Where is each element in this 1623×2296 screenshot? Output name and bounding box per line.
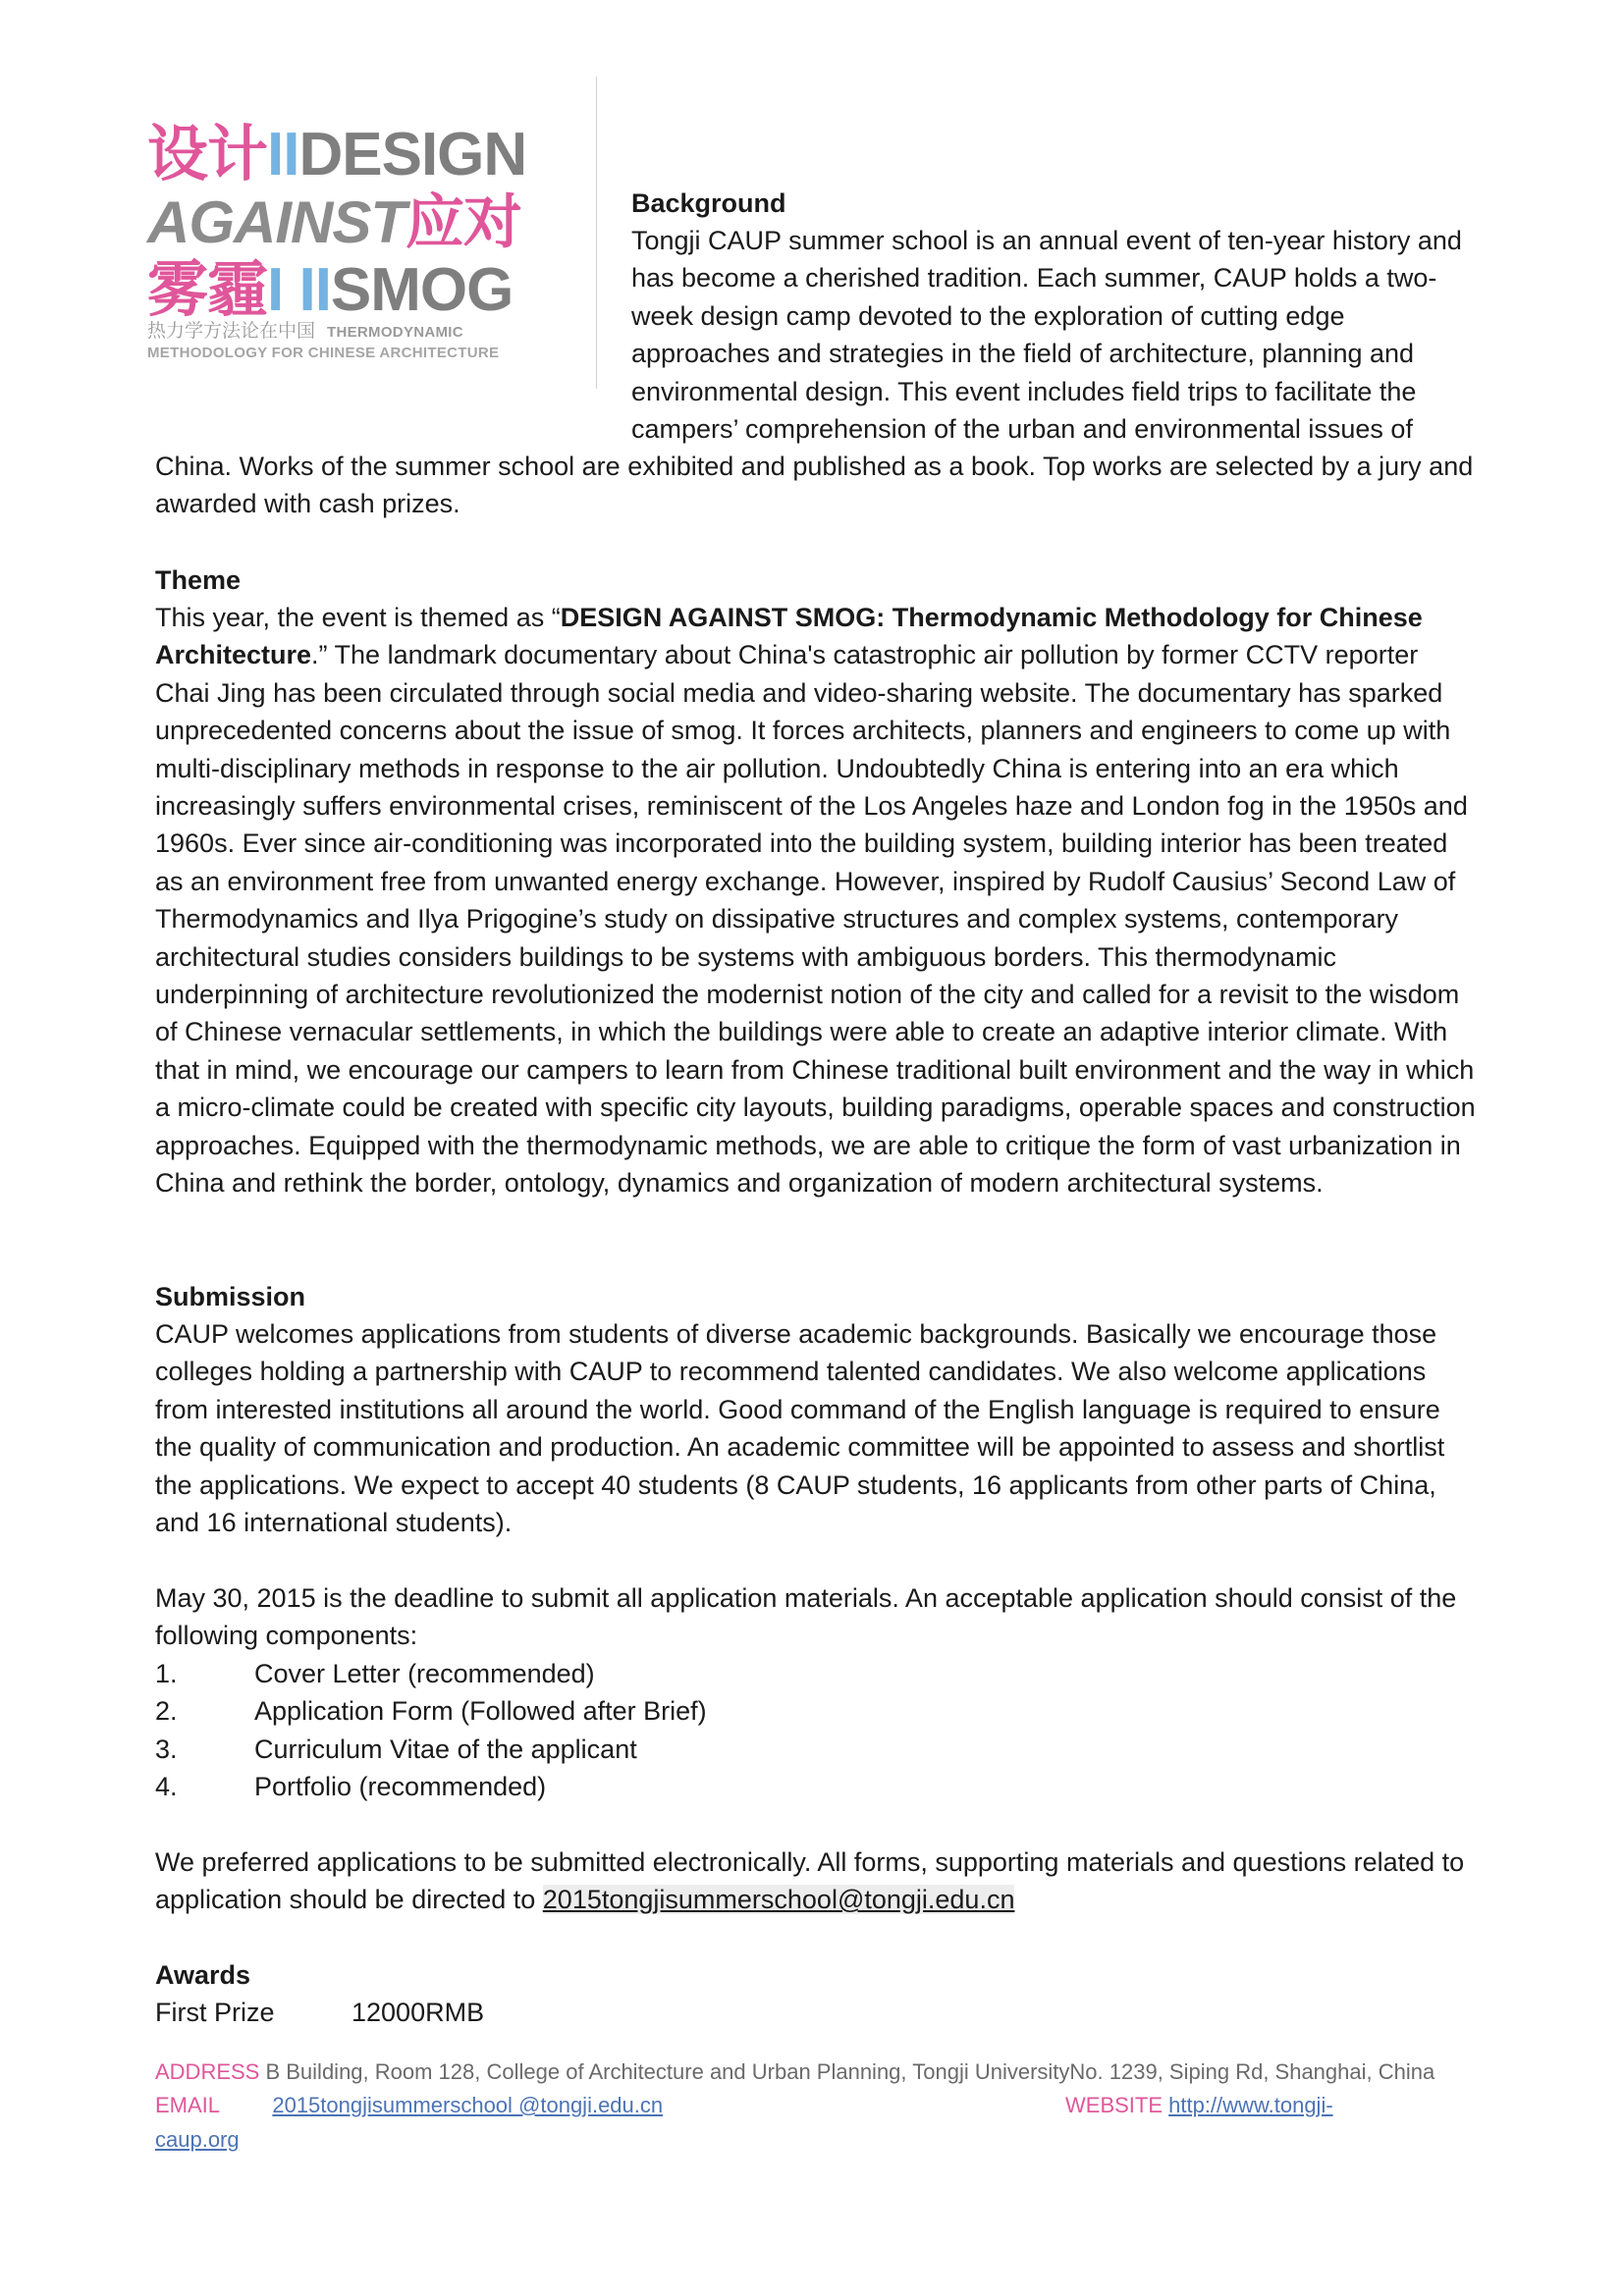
list-number: 1. bbox=[155, 1659, 178, 1688]
theme-title: DESIGN AGAINST SMOG: Thermodynamic Methodology for Chinese Architecture bbox=[155, 603, 1423, 670]
background-text: Tongji CAUP summer school is an annual event of ten-year history and has become a cherished tradition. Each summer, CAUP holds a two-week design camp devoted to the exploration of cutting edge approaches and strategies in the field of architecture, planning and environmental design. This event includes field trips to facilitate the campers’ comprehension of the urban and environmental issues of bbox=[631, 226, 1462, 445]
list-label: Portfolio (recommended) bbox=[254, 1772, 547, 1802]
list-item bbox=[155, 1655, 707, 1692]
list-label: Application Form (Followed after Brief) bbox=[254, 1696, 707, 1727]
footer-address bbox=[155, 2056, 1434, 2089]
components-list bbox=[155, 1655, 707, 1806]
submission-heading: Submission bbox=[155, 1282, 306, 1311]
submission-paragraph-3 bbox=[155, 1843, 1476, 1919]
submission-email-link[interactable]: 2015tongjisummerschool@tongji.edu.cn bbox=[542, 1885, 1015, 1915]
logo-en-design: DESIGN bbox=[298, 121, 527, 188]
submission-paragraph-2: May 30, 2015 is the deadline to submit all application materials. An acceptable application should consist of the following components: bbox=[155, 1583, 1457, 1651]
logo-bars: II bbox=[267, 121, 299, 188]
footer-website-link[interactable]: http://www.tongji- bbox=[1168, 2093, 1333, 2117]
footer-website-continued bbox=[155, 2123, 240, 2157]
submission-contact-text: We preferred applications to be submitted electronically. All forms, supporting materials and questions related to application should be directed to bbox=[155, 1847, 1465, 1915]
address-text: B Building, Room 128, College of Architecture and Urban Planning, Tongji UniversityNo. 1239, Siping Rd, Shanghai, China bbox=[259, 2059, 1435, 2084]
theme-heading: Theme bbox=[155, 565, 242, 595]
website-label: WEBSITE bbox=[1065, 2093, 1163, 2117]
logo-subtitle-en-2: METHODOLOGY FOR CHINESE ARCHITECTURE bbox=[147, 345, 500, 361]
list-item bbox=[155, 1731, 707, 1768]
list-number: 2. bbox=[155, 1696, 178, 1727]
logo-en-against: AGAINST bbox=[147, 189, 406, 255]
logo-cn-smog: 雾霾 bbox=[147, 256, 268, 324]
submission-paragraph-1: CAUP welcomes applications from students of diverse academic backgrounds. Basically we encourage those colleges holding a partnership with CAUP to recommend talented candidates. We also welcome applications from interested institutions all around the world. Good command of the English language is required to ensure the quality of communication and production. An academic committee will be appointed to assess and shortlist the applications. We expect to accept 40 students (8 CAUP students, 16 applicants from other parts of China, and 16 international students). bbox=[155, 1319, 1445, 1538]
background-text-continued: China. Works of the summer school are exhibited and published as a book. Top works are selected by a jury and awarded with cash prizes. bbox=[155, 452, 1474, 519]
logo-bars-2: I II bbox=[267, 256, 331, 324]
logo-cn-design: 设计 bbox=[147, 121, 268, 188]
theme-body: .” The landmark documentary about China's catastrophic air pollution by former CCTV reporter Chai Jing has been circulated through social media and video-sharing website. The documentary has sparked unprecedented concerns about the issue of smog. It forces architects, planners and engineers to come up with multi-disciplinary methods in response to the air pollution. Undoubtedly China is entering into an era which increasingly suffers environmental crises, reminiscent of the Los Angeles haze and London fog in the 1950s and 1960s. Ever since air-conditioning was incorporated into the building system, building interior has been treated as an environment free from unwanted energy exchange. However, inspired by Rudolf Causius’ Second Law of Thermodynamics and Ilya Prigogine’s study on dissipative structures and complex systems, contemporary architectural studies considers buildings to be systems with ambiguous borders. This thermodynamic underpinning of architecture revolutionized the modernist notion of the city and called for a revisit to the wisdom of Chinese vernacular settlements, in which the buildings were able to create an adaptive interior climate. With that in mind, we encourage our campers to learn from Chinese traditional built environment and the way in which a micro-climate could be created with specific city layouts, building paradigms, operable spaces and construction approaches. Equipped with the thermodynamic methods, we are able to critique the form of vast urbanization in China and rethink the border, ontology, dynamics and organization of modern architectural systems. bbox=[155, 640, 1476, 1199]
footer-website-link-continued[interactable]: caup.org bbox=[155, 2127, 240, 2152]
design-against-smog-logo bbox=[147, 123, 569, 368]
list-item bbox=[155, 1768, 707, 1805]
logo-subtitle-cn: 热力学方法论在中国 bbox=[147, 320, 316, 342]
theme-paragraph bbox=[155, 599, 1476, 1202]
footer-email-link[interactable]: 2015tongjisummerschool @tongji.edu.cn bbox=[272, 2093, 664, 2117]
first-prize-value: 12000RMB bbox=[352, 1998, 485, 2027]
footer-email-row bbox=[155, 2089, 663, 2122]
list-number: 3. bbox=[155, 1734, 178, 1764]
list-item bbox=[155, 1692, 707, 1730]
list-label: Cover Letter (recommended) bbox=[254, 1659, 595, 1688]
logo-divider bbox=[596, 77, 597, 389]
logo-subtitle-en-1: THERMODYNAMIC bbox=[327, 324, 463, 341]
background-heading: Background bbox=[631, 188, 786, 218]
first-prize-row bbox=[155, 1994, 1476, 2031]
theme-lead: This year, the event is themed as “ bbox=[155, 603, 561, 632]
logo-cn-against: 应对 bbox=[406, 189, 521, 255]
awards-heading: Awards bbox=[155, 1960, 251, 1990]
address-label: ADDRESS bbox=[155, 2059, 260, 2084]
list-label: Curriculum Vitae of the applicant bbox=[254, 1734, 637, 1764]
logo-en-smog: SMOG bbox=[330, 256, 514, 324]
first-prize-label: First Prize bbox=[155, 1998, 275, 2027]
list-number: 4. bbox=[155, 1772, 178, 1802]
footer-website-row bbox=[1065, 2089, 1333, 2122]
email-label: EMAIL bbox=[155, 2093, 220, 2117]
